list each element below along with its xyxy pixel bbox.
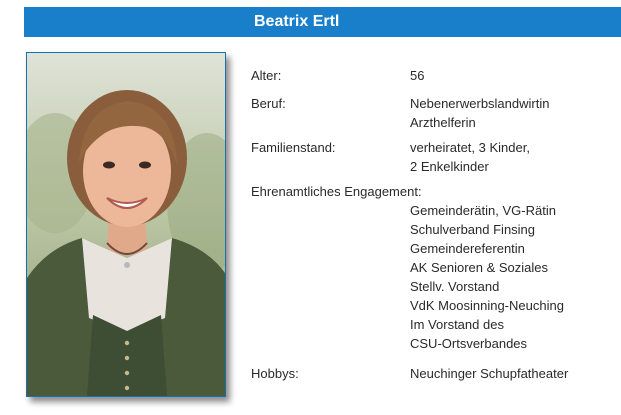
volunteer-line: Gemeinderätin, VG-Rätin <box>410 203 556 218</box>
volunteer-line: Schulverband Finsing <box>410 222 536 237</box>
volunteer-value <box>410 201 564 353</box>
job-label: Beruf: <box>251 96 286 111</box>
volunteer-line: Stellv. Vorstand <box>410 279 500 294</box>
volunteer-line: Im Vorstand des <box>410 317 504 332</box>
age-value: 56 <box>410 68 425 83</box>
volunteer-line: AK Senioren & Soziales <box>410 260 549 275</box>
volunteer-label-line: Ehrenamtliches <box>251 184 341 199</box>
volunteer-line: CSU-Ortsverbandes <box>410 336 528 351</box>
job-value <box>410 94 549 132</box>
hobbies-value: Neuchinger Schupfatheater <box>410 366 569 381</box>
job-line: Nebenerwerbslandwirtin <box>410 96 550 111</box>
volunteer-label <box>251 182 422 201</box>
age-label: Alter: <box>251 68 282 83</box>
volunteer-line: VdK Moosinning-Neuching <box>410 298 564 313</box>
volunteer-label-line: Engagement: <box>344 184 422 199</box>
family-value <box>410 138 530 176</box>
family-label: Familienstand: <box>251 140 336 155</box>
job-line: Arzthelferin <box>410 115 476 130</box>
family-line: verheiratet, 3 Kinder, <box>410 140 530 155</box>
family-line: 2 Enkelkinder <box>410 159 489 174</box>
volunteer-line: Gemeindereferentin <box>410 241 525 256</box>
person-name: Beatrix Ertl <box>254 13 340 30</box>
hobbies-label: Hobbys: <box>251 366 299 381</box>
